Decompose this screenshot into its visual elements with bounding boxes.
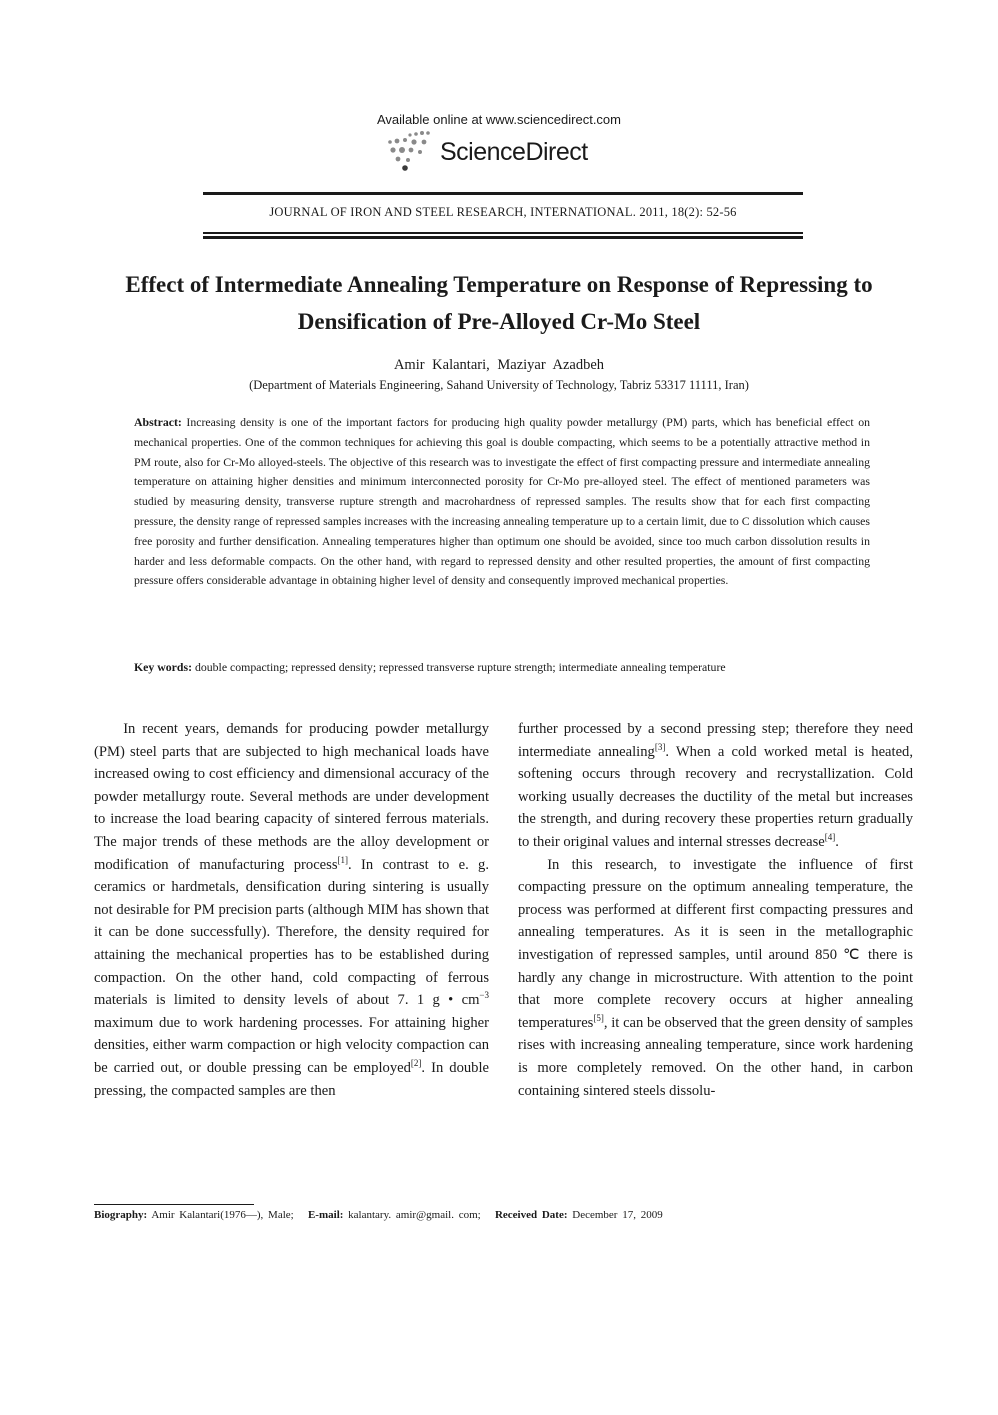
email-text: kalantary. amir@gmail. com; [343,1209,481,1221]
article-title: Effect of Intermediate Annealing Temperature on Response of Repressing to Densification of Pre-Alloyed Cr-Mo Steel [125,272,873,334]
unit-exponent: −3 [479,990,489,1001]
abstract-text: Increasing density is one of the important factors for producing high quality powder metallurgy (PM) parts, which has beneficial effect on mechanical properties. One of the common techniques for achieving this goal is double compacting, which seems to be a potentially attractive method in PM route, also for Cr-Mo alloyed-steels. The objective of this research was to investigate the effect of first compacting pressure and intermediate annealing temperature on attaining higher densities and minimum interconnected porosity for Cr-Mo pre-alloyed steel. The effect of mentioned parameters was studied by measuring density, transverse rupture strength and macrohardness of repressed samples. The results show that for each first compacting pressure, the density range of repressed samples increases with the increasing annealing temperature up to a certain limit, due to C dissolution which causes free porosity and further densification. Annealing temperatures higher than optimum one should be avoided, since too much carbon dissolution results in harder and less deformable compacts. On the other hand, with regard to repressed density and other resulted properties, the amount of first compacting pressure offers considerable advantage in obtaining higher level of density and consequently improved mechanical properties. [134,415,870,588]
text-run: In recent years, demands for producing powder metallurgy (PM) steel parts that are subjected to high mechanical loads have increased owing to cost efficiency and dimensional accuracy of the powder metallurgy route. Several methods are under development to increase the load bearing capacity of sintered ferrous materials. The major trends of these methods are the alloy development or modification of manufacturing process [94,721,489,873]
available-online-line: Available online at www.sciencedirect.com [377,112,621,127]
header-rule-top [203,192,803,195]
text-run: maximum due to work hardening processes. For attaining higher densities, either warm compaction or high velocity compaction can be carried out, or double pressing can be employed [94,1014,489,1076]
header-rule-thin [203,232,803,234]
abstract [134,413,870,591]
body-paragraph [94,718,489,1102]
article-affiliation: (Department of Materials Engineering, Sahand University of Technology, Tabriz 53317 11111, Iran) [249,378,749,392]
keywords-label: Key words: [134,660,192,674]
body-column-right [518,718,913,1102]
body-paragraph [518,854,913,1103]
body-column-left [94,718,489,1102]
text-run: , it can be observed that the green density of samples rises with increasing annealing temperature, since work hardening is more completely removed. On the other hand, in carbon containing sintered steels dissolu- [518,1014,913,1099]
text-run: In this research, to investigate the influence of first compacting pressure on the optimum annealing temperature, the process was performed at different first compacting pressures and annealing temperatures. As it is seen in the metallographic investigation of repressed samples, until around 850 ℃ there is hardly any change in microstructure. With attention to the point that more complete recovery occurs at higher annealing temperatures [518,856,913,1031]
text-run: . In double pressing, the compacted samples are then [94,1059,489,1099]
citation-ref: [1] [337,854,349,865]
received-date-label: Received Date: [494,1209,568,1221]
citation-ref: [5] [593,1012,604,1023]
email-label: E-mail: [307,1209,344,1221]
article-authors: Amir Kalantari, Maziyar Azadbeh [393,357,605,373]
footnote-rule [94,1204,254,1205]
header-rule-bottom [203,236,803,239]
footnote-biography [94,1209,914,1221]
citation-ref: [4] [824,832,836,843]
text-run: . In contrast to e. g. ceramics or hardmetals, densification during sintering is usually not desirable for PM precision parts (although MIM has shown that it can be done successfully). Therefore, the density required for attaining the mechanical properties has to be established during compaction. On the other hand, cold compacting of ferrous materials is limited to density levels of about 7. 1 g • cm [94,856,489,1009]
keywords-text: double compacting; repressed density; repressed transverse rupture strength; intermediate annealing temperature [192,660,726,674]
body-paragraph [518,718,913,854]
bio-text: Amir Kalantari(1976—), Male; [147,1209,294,1221]
citation-ref: [2] [410,1058,422,1069]
keywords [134,658,870,678]
received-date-text: December 17, 2009 [567,1209,663,1221]
journal-citation: JOURNAL OF IRON AND STEEL RESEARCH, INTERNATIONAL. 2011, 18(2): 52-56 [269,205,737,219]
text-run: . [835,833,839,850]
sciencedirect-brand: ScienceDirect [440,138,588,166]
abstract-label: Abstract: [134,415,182,429]
sciencedirect-logo [384,130,624,174]
sciencedirect-dots-icon [384,130,436,174]
text-run: . When a cold worked metal is heated, softening occurs through recovery and recrystallization. Cold working usually decreases the ductility of the metal but increases the strength, and during recovery these properties return gradually to their original values and internal stresses decrease [518,743,913,850]
text-run: further processed by a second pressing step; therefore they need intermediate annealing [518,721,913,760]
citation-ref: [3] [654,741,666,752]
bio-label: Biography: [94,1209,148,1221]
